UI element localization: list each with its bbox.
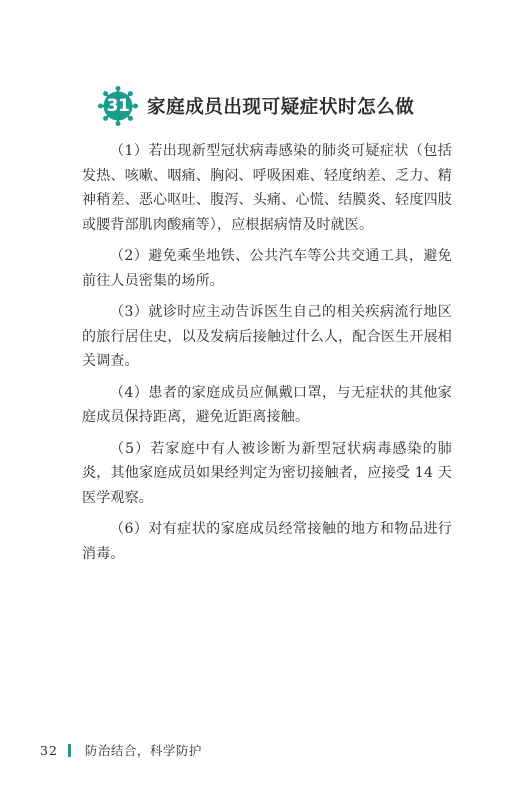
paragraph-1: （1）若出现新型冠状病毒感染的肺炎可疑症状（包括发热、咳嗽、咽痛、胸闷、呼吸困难、轻度纳差、乏力、精神稍差、恶心呕吐、腹泻、头痛、心慌、结膜炎、轻度四肢或腰背部肌肉酸痛等），应根据病情及时就医。 bbox=[82, 143, 452, 233]
body-text bbox=[82, 139, 452, 573]
paragraph-5: （5）若家庭中有人被诊断为新型冠状病毒感染的肺炎，其他家庭成员如果经判定为密切接触者，应接受 14 天医学观察。 bbox=[82, 440, 452, 506]
book-title: 防治结合，科学防护 bbox=[84, 743, 202, 758]
paragraph-6: （6）对有症状的家庭成员经常接触的地方和物品进行消毒。 bbox=[82, 521, 452, 562]
footer-divider bbox=[68, 744, 71, 757]
section-title: 家庭成员出现可疑症状时怎么做 bbox=[147, 97, 415, 118]
section-heading bbox=[98, 85, 438, 127]
paragraph-4: （4）患者的家庭成员应佩戴口罩，与无症状的其他家庭成员保持距离，避免近距离接触。 bbox=[82, 384, 452, 425]
page-footer bbox=[40, 740, 202, 760]
paragraph-2: （2）避免乘坐地铁、公共汽车等公共交通工具，避免前往人员密集的场所。 bbox=[82, 248, 452, 289]
section-number: 31 bbox=[106, 96, 130, 116]
paragraph-3: （3）就诊时应主动告诉医生自己的相关疾病流行地区的旅行居住史，以及发病后接触过什么人，配合医生开展相关调查。 bbox=[82, 304, 452, 369]
virus-badge-icon bbox=[98, 86, 138, 126]
page-number: 32 bbox=[40, 742, 58, 758]
